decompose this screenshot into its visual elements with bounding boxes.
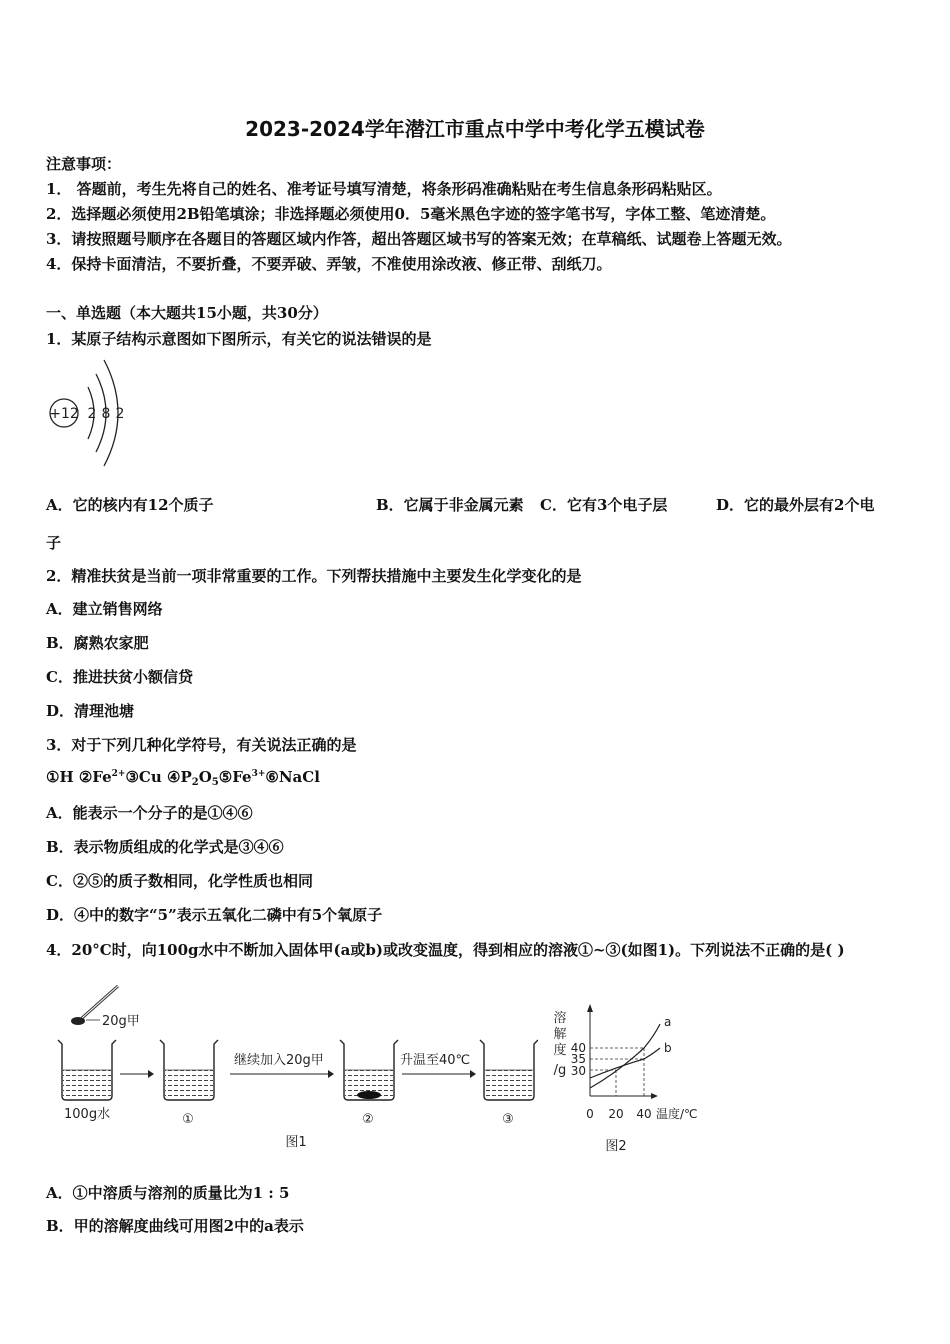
beaker-solution-1: [160, 1040, 218, 1100]
beaker-label: ①: [182, 1112, 194, 1127]
arrow-icon: [230, 1070, 334, 1078]
x-tick: 0: [586, 1107, 594, 1121]
spoon-label: 20g甲: [102, 1014, 140, 1029]
shell-electrons: 2: [115, 406, 125, 422]
notice-item: 1． 答题前，考生先将自己的姓名、准考证号填写清楚，将条形码准确粘贴在考生信息条形码粘贴区。: [46, 180, 722, 198]
figure-1-beakers: [48, 978, 538, 1158]
notice-heading: 注意事项：: [46, 155, 122, 173]
shell-electrons: 2: [87, 406, 97, 422]
q3-option-a: A．能表示一个分子的是①④⑥: [46, 804, 253, 822]
q2-option-d: D．清理池塘: [46, 702, 135, 720]
arrow-icon: [120, 1070, 154, 1078]
notice-item: 4．保持卡面清洁，不要折叠，不要弄破、弄皱，不准使用涂改液、修正带、刮纸刀。: [46, 255, 612, 273]
y-axis-label-char: 溶: [553, 1011, 567, 1026]
q2-option-b: B．腐熟农家肥: [46, 634, 149, 652]
x-axis-label: 温度/℃: [656, 1107, 698, 1121]
nucleus-charge: +12: [49, 406, 79, 422]
question-2-stem: 2．精准扶贫是当前一项非常重要的工作。下列帮扶措施中主要发生化学变化的是: [46, 567, 582, 585]
q3-option-c: C．②⑤的质子数相同，化学性质也相同: [46, 872, 313, 890]
q3-chemical-symbols: ①H $②Fe^{2+}③Cu$ $④P_2O_5⑤Fe^{3+}⑥NaCl$: [46, 768, 320, 788]
figure-2-caption: 图2: [605, 1139, 627, 1154]
curve-label-a: a: [664, 1015, 672, 1029]
q2-option-c: C．推进扶贫小额信贷: [46, 668, 193, 686]
q3-option-d: D．④中的数字“5”表示五氧化二磷中有5个氧原子: [46, 906, 383, 924]
arrow-icon: [402, 1070, 476, 1078]
y-tick: 30: [570, 1064, 586, 1078]
question-1-stem: 1．某原子结构示意图如下图所示，有关它的说法错误的是: [46, 330, 432, 348]
q1-option-a: A．它的核内有12个质子: [46, 496, 214, 514]
beaker-water: [58, 1040, 116, 1100]
question-4-stem: 4．20°C时，向100g水中不断加入固体甲(a或b)或改变温度，得到相应的溶液①~③(如图1)。下列说法不正确的是( ): [46, 941, 845, 959]
y-axis-label-char: 解: [553, 1027, 567, 1042]
q2-option-a: A．建立销售网络: [46, 600, 163, 618]
y-tick: 40: [570, 1041, 586, 1055]
notice-item: 2．选择题必须使用2B铅笔填涂；非选择题必须使用0．5毫米黑色字迹的签字笔书写，字体工整、笔迹清楚。: [46, 205, 776, 223]
atom-structure-diagram: [40, 352, 140, 474]
figure-2-solubility-chart: [548, 1000, 718, 1160]
beaker-solution-3: [480, 1040, 538, 1100]
step-2-label: 升温至40℃: [400, 1053, 471, 1068]
figure-1-caption: 图1: [285, 1135, 307, 1150]
beaker-label: ②: [362, 1112, 374, 1127]
curve-b: [590, 1048, 660, 1078]
question-3-stem: 3．对于下列几种化学符号，有关说法正确的是: [46, 736, 357, 754]
shell-electrons: 8: [101, 406, 111, 422]
x-tick: 40: [636, 1107, 652, 1121]
y-tick: 35: [570, 1052, 586, 1066]
q3-option-b: B．表示物质组成的化学式是③④⑥: [46, 838, 284, 856]
curve-label-b: b: [664, 1041, 672, 1055]
beaker-solution-2: [340, 1040, 398, 1100]
q4-option-b: B．甲的溶解度曲线可用图2中的a表示: [46, 1217, 304, 1235]
q4-option-a: A．①中溶质与溶剂的质量比为1 : 5: [46, 1184, 290, 1202]
q1-option-c: C．它有3个电子层: [540, 496, 668, 514]
water-label: 100g水: [64, 1107, 111, 1122]
section-heading: 一、单选题（本大题共15小题，共30分）: [46, 304, 328, 322]
x-tick: 20: [608, 1107, 624, 1121]
q1-option-d: D．它的最外层有2个电: [716, 496, 875, 514]
q1-option-b: B．它属于非金属元素: [376, 496, 524, 514]
y-axis-label-char: /g: [553, 1063, 567, 1078]
q1-option-d-continued: 子: [46, 534, 62, 552]
beaker-label: ③: [502, 1112, 514, 1127]
step-1-label: 继续加入20g甲: [234, 1053, 324, 1068]
y-axis-label-char: 度: [553, 1043, 567, 1058]
page-title: 2023-2024学年潜江市重点中学中考化学五模试卷: [245, 117, 705, 141]
notice-item: 3．请按照题号顺序在各题目的答题区域内作答，超出答题区域书写的答案无效；在草稿纸、试题卷上答题无效。: [46, 230, 792, 248]
